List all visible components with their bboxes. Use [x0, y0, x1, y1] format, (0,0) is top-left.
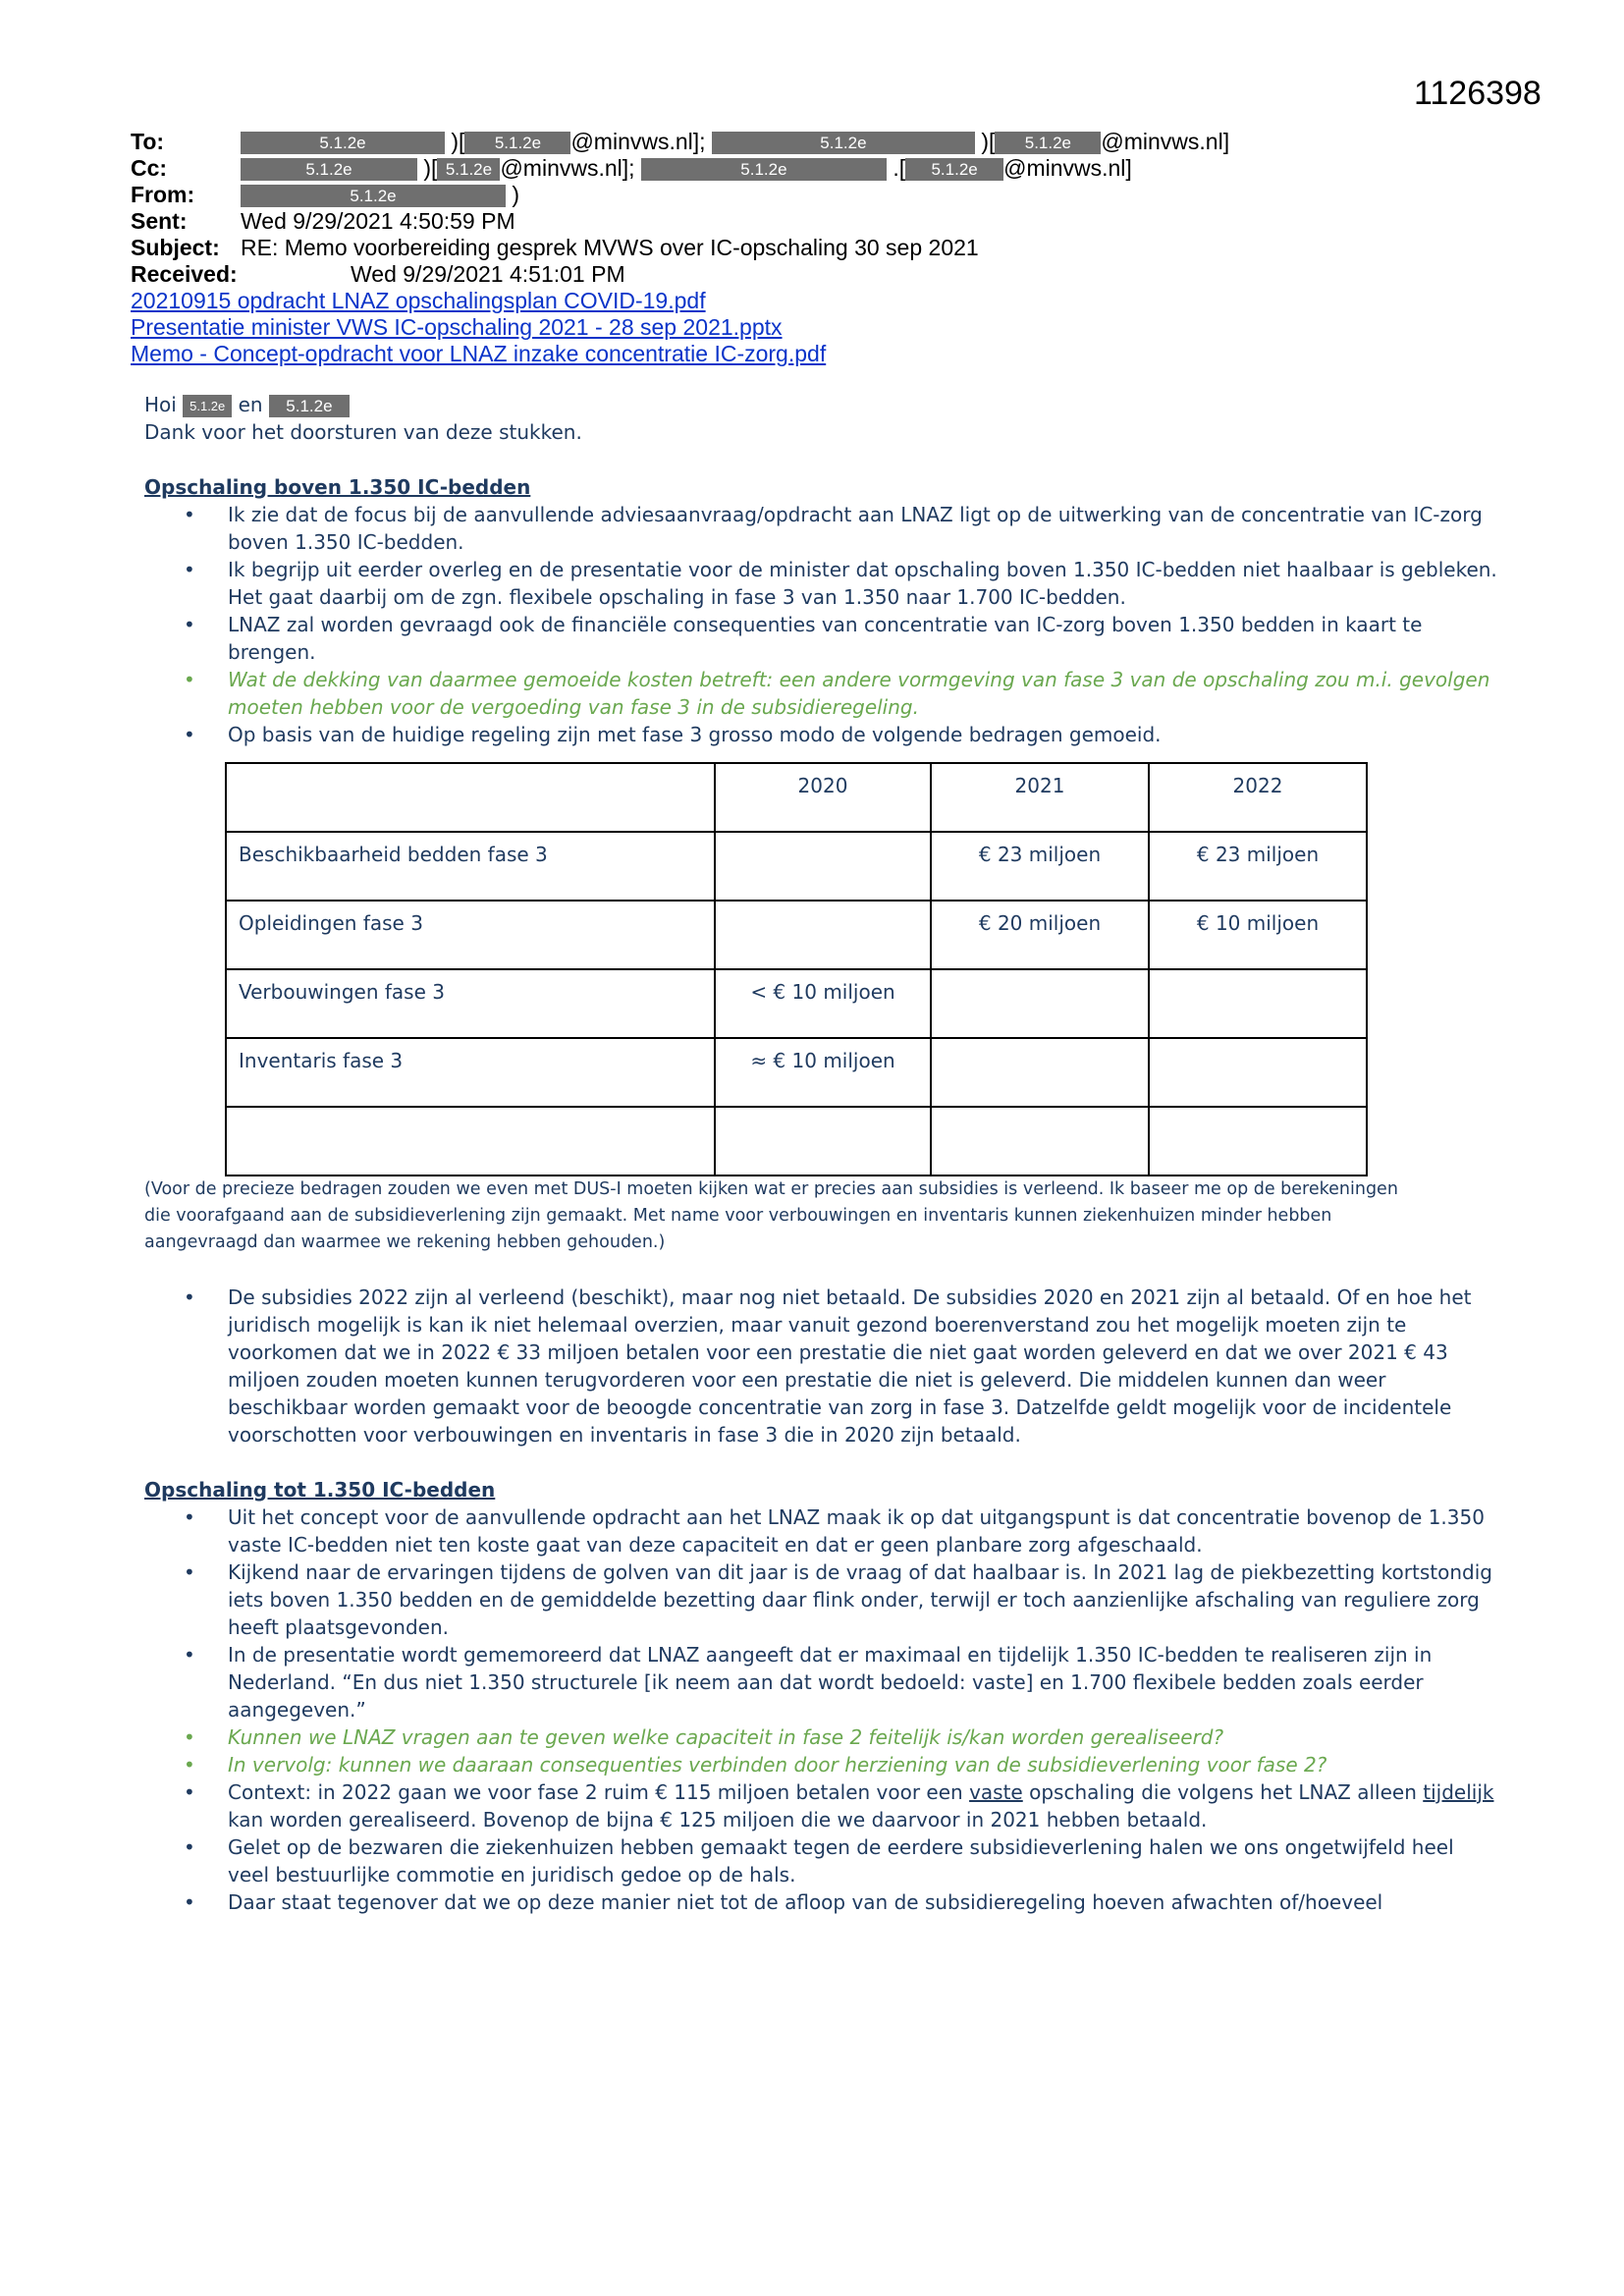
sent-value: Wed 9/29/2021 4:50:59 PM: [241, 208, 515, 234]
table-cell: [226, 1107, 715, 1175]
table-cell: Beschikbaarheid bedden fase 3: [226, 832, 715, 901]
bullet-item: • In de presentatie wordt gememoreerd dat LNAZ aangeeft dat er maximaal en tijdelijk 1.350 IC-bedden te realiseren zijn in Nederland. “En dus niet 1.350 structurele [ik neem aan dat wordt bedoeld: vaste] en 1.700 flexibele bedden zoals eerder aangegeven.”: [144, 1641, 1499, 1723]
to-domain: @minvws.nl]: [1101, 129, 1230, 154]
sent-row: [131, 208, 1525, 235]
table-cell: Verbouwingen fase 3: [226, 969, 715, 1038]
redaction-box: 5.1.2e: [712, 132, 975, 154]
bullet-item: • Context: in 2022 gaan we voor fase 2 ruim € 115 miljoen betalen voor een vaste opschaling die volgens het LNAZ alleen tijdelijk kan worden gerealiseerd. Bovenop de bijna € 125 miljoen die we daarvoor in 2021 hebben betaald.: [144, 1778, 1499, 1833]
table-row: [226, 832, 1367, 901]
attachment-link[interactable]: Presentatie minister VWS IC-opschaling 2021 - 28 sep 2021.pptx: [131, 314, 783, 340]
table-cell: < € 10 miljoen: [715, 969, 931, 1038]
table-cell: € 23 miljoen: [931, 832, 1149, 901]
to-row: To: 5.1.2e )[ 5.1.2e @minvws.nl]; 5.1.2e )[ 5.1.2e @minvws.nl]: [131, 129, 1230, 154]
bullet-item: • Ik begrijp uit eerder overleg en de presentatie voor de minister dat opschaling boven 1.350 IC-bedden niet haalbaar is gebleken. Het gaat daarbij om de zgn. flexibele opschaling in fase 3 van 1.350 naar 1.700 IC-bedden.: [144, 556, 1499, 611]
section-title: Opschaling tot 1.350 IC-bedden: [144, 1478, 496, 1502]
bullet-item: • Daar staat tegenover dat we op deze manier niet tot de afloop van de subsidieregeling hoeven afwachten of/hoeveel: [144, 1888, 1499, 1916]
redaction-box: 5.1.2e: [437, 158, 500, 181]
table-header-cell: 2022: [1149, 763, 1367, 832]
table-header-row: [226, 763, 1367, 832]
table-cell: [715, 832, 931, 901]
email-header: [131, 129, 1525, 367]
attachment-link[interactable]: 20210915 opdracht LNAZ opschalingsplan COVID-19.pdf: [131, 288, 706, 313]
table-cell: Opleidingen fase 3: [226, 901, 715, 969]
greeting: Hoi 5.1.2e en 5.1.2e: [144, 391, 1499, 418]
bullet-item: • Uit het concept voor de aanvullende opdracht aan het LNAZ maak ik op dat uitgangspunt is dat concentratie bovenop de 1.350 vaste IC-bedden niet ten koste gaat van deze capaciteit en dat er geen planbare zorg afgeschaald.: [144, 1503, 1499, 1558]
table-header-cell: 2021: [931, 763, 1149, 832]
table-header-cell: 2020: [715, 763, 931, 832]
table-cell: € 20 miljoen: [931, 901, 1149, 969]
subject-row: [131, 235, 1525, 261]
table-cell: [931, 969, 1149, 1038]
table-cell: [715, 901, 931, 969]
table-cell: [931, 1107, 1149, 1175]
bullet-item: • Ik zie dat de focus bij de aanvullende adviesaanvraag/opdracht aan LNAZ ligt op de uitwerking van de concentratie van IC-zorg boven 1.350 IC-bedden.: [144, 501, 1499, 556]
sent-label: Sent:: [131, 208, 188, 234]
table-cell: [1149, 969, 1367, 1038]
table-cell: ≈ € 10 miljoen: [715, 1038, 931, 1107]
redaction-box: 5.1.2e: [995, 132, 1101, 154]
table-cell: € 10 miljoen: [1149, 901, 1367, 969]
redaction-box: 5.1.2e: [464, 132, 570, 154]
email-body: [144, 391, 1499, 1916]
table-note: (Voor de precieze bedragen zouden we even met DUS-I moeten kijken wat er precies aan subsidies is verleend. Ik baseer me op de berekeningen die voorafgaand aan de subsidieverlening zijn gemaakt. Met name voor verbouwingen en inventaris kunnen ziekenhuizen minder hebben aangevraagd dan waarmee we rekening hebben gehouden.): [144, 1179, 1398, 1252]
redaction-box: 5.1.2e: [269, 395, 350, 417]
bullet-item: • Gelet op de bezwaren die ziekenhuizen hebben gemaakt tegen de eerdere subsidieverlening halen we ons ongetwijfeld heel veel bestuurlijke commotie en juridisch gedoe op de hals.: [144, 1833, 1499, 1888]
table-cell: [226, 763, 715, 832]
redaction-box: 5.1.2e: [905, 158, 1003, 181]
cc-row: Cc: 5.1.2e )[ 5.1.2e @minvws.nl]; 5.1.2e .[ 5.1.2e @minvws.nl]: [131, 155, 1132, 181]
to-label: To:: [131, 129, 165, 154]
cc-domain: @minvws.nl]: [1003, 155, 1132, 181]
received-label: Received:: [131, 261, 238, 287]
subject-value: RE: Memo voorbereiding gesprek MVWS over IC-opschaling 30 sep 2021: [241, 235, 979, 260]
table-row: [226, 1038, 1367, 1107]
redaction-box: 5.1.2e: [241, 132, 445, 154]
cc-domain: @minvws.nl];: [500, 155, 635, 181]
table-row: [226, 969, 1367, 1038]
document-id: 1126398: [1414, 75, 1542, 112]
table-cell: [1149, 1107, 1367, 1175]
to-domain: @minvws.nl];: [570, 129, 706, 154]
intro-text: Dank voor het doorsturen van deze stukken.: [144, 420, 582, 444]
subject-label: Subject:: [131, 235, 220, 260]
from-label: From:: [131, 182, 195, 207]
table-cell: Inventaris fase 3: [226, 1038, 715, 1107]
table-row: [226, 1107, 1367, 1175]
redaction-box: 5.1.2e: [241, 185, 506, 207]
bullet-item: • Kijkend naar de ervaringen tijdens de golven van dit jaar is de vraag of dat haalbaar is. In 2021 lag de piekbezetting kortstondig iets boven 1.350 bedden en de gemiddelde bezetting daar flink onder, terwijl er toch aanzienlijke afschaling van reguliere zorg heeft plaatsgevonden.: [144, 1558, 1499, 1641]
section-title: Opschaling boven 1.350 IC-bedden: [144, 475, 531, 499]
table-cell: [1149, 1038, 1367, 1107]
received-row: [131, 261, 1525, 288]
table-row: [226, 901, 1367, 969]
received-value: Wed 9/29/2021 4:51:01 PM: [351, 261, 625, 287]
attachment-link[interactable]: Memo - Concept-opdracht voor LNAZ inzake concentratie IC-zorg.pdf: [131, 341, 827, 366]
table-cell: [715, 1107, 931, 1175]
bullet-item: • Op basis van de huidige regeling zijn met fase 3 grosso modo de volgende bedragen gemoeid.: [144, 721, 1499, 748]
bullet-list: [144, 1284, 1499, 1449]
redaction-box: 5.1.2e: [183, 395, 232, 417]
bullet-item: • In vervolg: kunnen we daaraan consequenties verbinden door herziening van de subsidieverlening voor fase 2?: [144, 1751, 1499, 1778]
bullet-list: [144, 1503, 1499, 1916]
redaction-box: 5.1.2e: [241, 158, 417, 181]
table-cell: [931, 1038, 1149, 1107]
from-row: From: 5.1.2e ): [131, 182, 520, 207]
bullet-list: [144, 501, 1499, 748]
bullet-item: • Wat de dekking van daarmee gemoeide kosten betreft: een andere vormgeving van fase 3 van de opschaling zou m.i. gevolgen moeten hebben voor de vergoeding van fase 3 in de subsidieregeling.: [144, 666, 1499, 721]
cc-label: Cc:: [131, 155, 168, 181]
table-cell: € 23 miljoen: [1149, 832, 1367, 901]
bullet-item: • LNAZ zal worden gevraagd ook de financiële consequenties van concentratie van IC-zorg boven 1.350 bedden in kaart te brengen.: [144, 611, 1499, 666]
bullet-item: • De subsidies 2022 zijn al verleend (beschikt), maar nog niet betaald. De subsidies 2020 en 2021 zijn al betaald. Of en hoe het juridisch mogelijk is kan ik niet helemaal overzien, maar vanuit gezond boerenverstand zou het mogelijk moeten zijn te voorkomen dat we in 2022 € 33 miljoen betalen voor een prestatie die niet gaat worden geleverd en dat we over 2021 € 43 miljoen zouden moeten kunnen terugvorderen voor een prestatie die niet is geleverd. Die middelen kunnen dan weer beschikbaar worden gemaakt voor de beoogde concentratie van zorg in fase 3. Datzelfde geldt mogelijk voor de incidentele voorschotten voor verbouwingen en inventaris in fase 3 die in 2020 zijn betaald.: [144, 1284, 1499, 1449]
cost-table: [225, 762, 1368, 1176]
bullet-item: • Kunnen we LNAZ vragen aan te geven welke capaciteit in fase 2 feitelijk is/kan worden gerealiseerd?: [144, 1723, 1499, 1751]
redaction-box: 5.1.2e: [641, 158, 887, 181]
